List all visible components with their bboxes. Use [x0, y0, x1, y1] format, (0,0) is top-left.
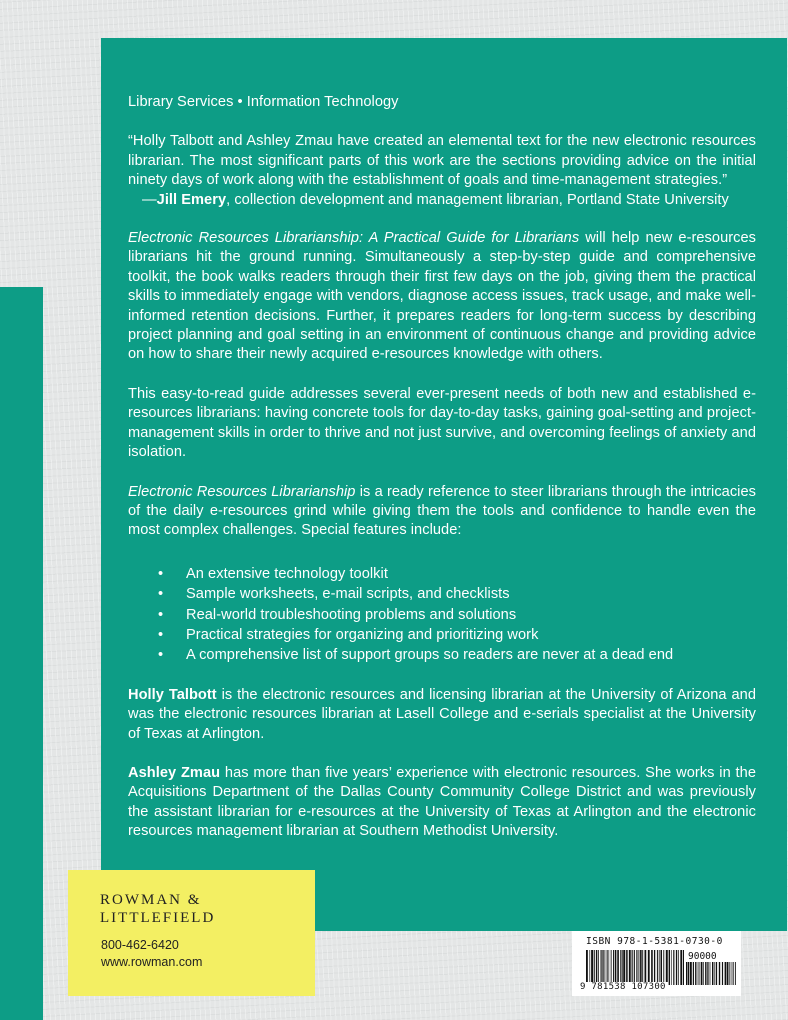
features-book-title: Electronic Resources Librarianship [128, 483, 356, 500]
list-item [128, 564, 756, 584]
barcode-bar [615, 950, 616, 985]
publisher-name-line2: LITTLEFIELD [100, 910, 216, 926]
barcode-bar [629, 950, 631, 985]
barcode-bar [586, 950, 588, 985]
bullet-icon: • [158, 586, 164, 603]
feature-text: An extensive technology toolkit [186, 565, 388, 582]
barcode-bar [735, 962, 736, 985]
publisher-logo [100, 891, 215, 927]
barcode-bar [690, 962, 692, 985]
feature-text: Sample worksheets, e-mail scripts, and checklists [186, 586, 510, 603]
bullet-icon: • [158, 626, 164, 643]
quote-text: “Holly Talbott and Ashley Zmau have created an elemental text for the new electronic resources librarian. The most significant parts of this work are the sections providing advice on the initial ninety days of work along with the establishment of goals and time-management strategies.” [128, 133, 756, 189]
barcode-bar [671, 950, 672, 985]
quote-affiliation: , collection development and management librarian, Portland State University [226, 191, 729, 208]
barcode-bar [732, 962, 733, 985]
barcode-bar [688, 962, 690, 985]
barcode-bar [626, 950, 627, 985]
barcode-bar [663, 950, 664, 985]
author1-bio-text: is the electronic resources and licensing librarian at the University of Arizona and was the electronic resources librarian at Lasell College and e-serials specialist at the University of Texas at Arlington. [128, 686, 756, 742]
barcode-bar [678, 950, 679, 985]
author1-bio [128, 686, 756, 744]
barcode-bar [620, 950, 621, 985]
intro-book-title: Electronic Resources Librarianship: A Practical Guide for Librarians [128, 230, 580, 247]
barcode-bar [716, 962, 717, 985]
barcode-bar [673, 950, 674, 985]
quote-author: Jill Emery [156, 191, 227, 208]
barcode-bar [596, 950, 597, 985]
barcode-bar [680, 950, 682, 985]
barcode-bar [722, 962, 723, 985]
left-accent-strip [0, 287, 43, 1020]
back-cover-text [128, 93, 756, 842]
barcode-bar [701, 962, 703, 985]
endorsement-quote [128, 132, 756, 190]
author2-bio-text: has more than five years’ experience with electronic resources. She works in the Acquisitions Department of the Dallas County Community College District and was previously the assistant librarian for e-resources at the University of Texas at Arlington and the electronic resources management librarian at Southern Methodist University. [128, 764, 756, 840]
barcode-bar [609, 950, 610, 985]
barcode-bar [640, 950, 642, 985]
quote-dash: — [142, 191, 157, 208]
barcode-bar [651, 950, 653, 985]
barcode-bar [714, 962, 715, 985]
quote-attribution [128, 191, 756, 210]
barcode-bar [686, 962, 687, 985]
barcode-bar [613, 950, 614, 985]
features-list [128, 564, 756, 666]
barcode-digits: 9 781538 107300 [580, 982, 666, 992]
barcode-bar [707, 962, 708, 985]
barcode-bar [683, 950, 684, 985]
barcode-bar [710, 962, 711, 985]
barcode-bar [634, 950, 635, 985]
author2-name: Ashley Zmau [128, 764, 221, 781]
barcode-addon-bars-icon [686, 962, 736, 985]
series-line: Library Services • Information Technology [128, 94, 399, 110]
barcode-bar [648, 950, 650, 985]
barcode-bar [654, 950, 655, 985]
list-item [128, 625, 756, 645]
barcode-bar [729, 962, 730, 985]
features-intro-paragraph [128, 483, 756, 541]
barcode-bar [622, 950, 623, 985]
publisher-box [68, 870, 315, 996]
barcode-bar [693, 962, 694, 985]
barcode-bar [712, 962, 713, 985]
barcode-bar [645, 950, 647, 985]
barcode-bar [636, 950, 637, 985]
barcode-bars-icon [586, 950, 684, 985]
author2-bio [128, 764, 756, 842]
barcode-bar [607, 950, 608, 985]
barcode-bar [642, 950, 643, 985]
barcode-bar [695, 962, 696, 985]
guide-paragraph: This easy-to-read guide addresses several ever-present needs of both new and established e-resources librarians: having concrete tools for day-to-day tasks, gaining goal-setting and project-management skills in order to thrive and not just survive, and overcoming feelings of anxiety and isolation. [128, 385, 756, 461]
publisher-contact [101, 937, 202, 971]
list-item [128, 605, 756, 625]
barcode-bar [605, 950, 606, 985]
barcode-bar [611, 950, 612, 985]
barcode-bar [632, 950, 633, 985]
publisher-name-line1: ROWMAN & [100, 892, 202, 908]
isbn-label: ISBN 978-1-5381-0730-0 [586, 936, 723, 947]
barcode-bar [727, 962, 729, 985]
barcode-bar [698, 962, 699, 985]
barcode-bar [725, 962, 727, 985]
barcode-bar [733, 962, 734, 985]
feature-text: Real-world troubleshooting problems and solutions [186, 606, 517, 623]
barcode-bar [591, 950, 593, 985]
barcode-bar [602, 950, 603, 985]
bullet-icon: • [158, 647, 164, 664]
intro-paragraph [128, 229, 756, 365]
feature-text: Practical strategies for organizing and prioritizing work [186, 626, 539, 643]
intro-body: will help new e-resources librarians hit the ground running. Simultaneously a step-by-step guide and comprehensive toolkit, the book walks readers through their first few days on the job, giving them the practical skills to immediately engage with vendors, diagnose access issues, track usage, and make well-informed retention decisions. Further, it prepares readers for long-term success by describing project planning and goal setting in an environment of continuous change and providing advice on how to share their newly acquired e-resources knowledge with others. [128, 230, 757, 363]
barcode-bar [666, 950, 668, 985]
features-intro-body: is a ready reference to steer librarians through the intricacies of the daily e-resources grind while giving them the tools and confidence to handle even the most complex challenges. Special features include: [128, 483, 756, 539]
barcode-bar [659, 950, 660, 985]
barcode-bar [703, 962, 704, 985]
feature-text: A comprehensive list of support groups so readers are never at a dead end [186, 647, 674, 664]
author1-name: Holly Talbott [128, 686, 217, 703]
barcode-bar [700, 962, 701, 985]
barcode-bar [657, 950, 658, 985]
barcode-bar [705, 962, 706, 985]
barcode-bar [669, 950, 670, 985]
list-item [128, 584, 756, 604]
barcode-bar [623, 950, 625, 985]
barcode-bar [617, 950, 619, 985]
barcode-bar [594, 950, 595, 985]
barcode-bar [638, 950, 639, 985]
barcode-bar [598, 950, 599, 985]
barcode-bar [589, 950, 590, 985]
bullet-icon: • [158, 565, 164, 582]
publisher-phone: 800-462-6420 [101, 938, 179, 952]
barcode-bar [676, 950, 677, 985]
bullet-icon: • [158, 606, 164, 623]
publisher-website: www.rowman.com [101, 955, 203, 969]
barcode-bar [719, 962, 720, 985]
price-code: 90000 [688, 951, 717, 962]
barcode-bar [601, 950, 602, 985]
list-item [128, 645, 756, 665]
barcode-bar [661, 950, 662, 985]
